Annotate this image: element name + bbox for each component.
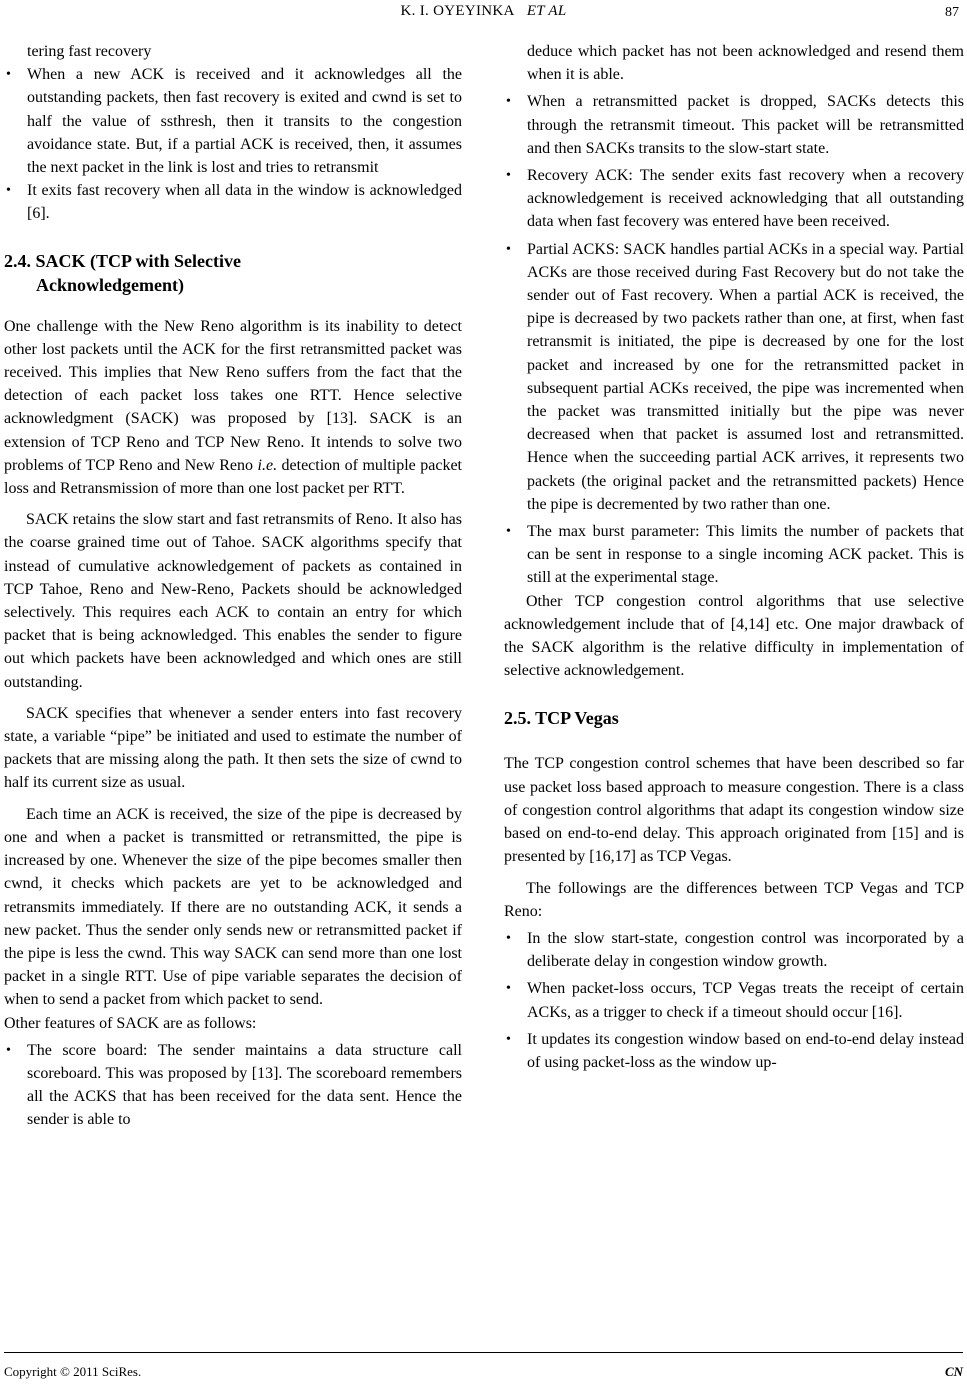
left-column [4,40,462,1132]
journal-abbrev: CN [944,1364,963,1379]
paragraph: Other features of SACK are as follows: [4,1014,257,1032]
paragraph: tering fast recovery [27,43,152,60]
bullet-item: • The max burst parameter: This limits the number of packets that can be sent in response to a single incoming ACK packet. This is still at the experimental stage. [504,520,964,590]
section-heading-line-2: Acknowledgement) [36,274,184,295]
copyright-text: Copyright © 2011 SciRes. [4,1364,142,1379]
paragraph: SACK retains the slow start and fast retransmits of Reno. It also has the coarse grained time out of Tahoe. SACK algorithms specify that instead of cumulative acknowledgement of packets as contained in TCP Tahoe, Reno and New-Reno, Packets should be acknowledged selectively. This requires each ACK to contain an entry for which packet that is being acknowledged. This enables the sender to figure out which packets have been acknowledged and which ones are still outstanding. [4,511,462,691]
paragraph: Each time an ACK is received, the size of the pipe is decreased by one and when a packet is transmitted or retransmitted, the pipe is increased by one. Whenever the size of the pipe becomes smaller then cwnd, it checks which packets are yet to be acknowledged and retransmits immediately. If there are no outstanding ACK, it sends a new packet. Thus the sender only sends new or retransmitted packet if the pipe is less the cwnd. This way SACK can send more than one lost packet in a single RTT. Use of pipe variable separates the decision of when to send a packet from which packet to send. [4,805,462,1009]
paragraph: The TCP congestion control schemes that have been described so far use packet loss based approach to measure congestion. There is a class of congestion control algorithms that adapt its congestion window size based on end-to-end delay. This approach originated from [15] and is presented by [16,17] as TCP Vegas. [504,755,964,866]
bullet-item: • When a new ACK is received and it acknowledges all the outstanding packets, then fast recovery is exited and cwnd is set to half the value of ssthresh, then it transits to the congestion avoidance state. But, if a partial ACK is received, then, it assumes the next packet in the link is lost and tries to retransmit [4,63,462,179]
bullet-item: • The score board: The sender maintains a data structure call scoreboard. This was proposed by [13]. The scoreboard remembers all the ACKS that has been received for the data sent. Hence the sender is able to [4,1039,462,1132]
bullet-item: • When packet-loss occurs, TCP Vegas treats the receipt of certain ACKs, as a trigger to check if a timeout should occur [16]. [504,977,964,1023]
bullet-item: • It exits fast recovery when all data in the window is acknowledged [6]. [4,179,462,225]
bullet-item: • Recovery ACK: The sender exits fast recovery when a recovery acknowledgement is received acknowledging that all outstanding data when fast fecovery was entered have been received. [504,164,964,234]
footer-rule [4,1352,963,1353]
section-heading [4,249,462,297]
header-authors: K. I. OYEYINKA ET AL [400,3,567,19]
paragraph: One challenge with the New Reno algorithm is its inability to detect other lost packets until the ACK for the first retransmitted packet was received. This implies that New Reno suffers from the fact that the detection of each packet loss takes one RTT. Hence selective acknowledgment (SACK) was proposed by [13]. SACK is an extension of TCP Reno and TCP New Reno. It intends to solve two problems of TCP Reno and New Reno i.e. detection of multiple packet loss and Retransmission of more than one lost packet per RTT. [4,317,463,498]
bullet-item: • It updates its congestion window based on end-to-end delay instead of using packet-loss as the window up- [504,1028,964,1074]
paragraph: Other TCP congestion control algorithms that use selective acknowledgement include that of [4,14] etc. One major drawback of the SACK algorithm is the relative difficulty in implementation of selective acknowledgement. [504,592,964,680]
bullet-item: • In the slow start-state, congestion control was incorporated by a deliberate delay in congestion window growth. [504,927,964,973]
running-header [0,3,967,25]
bullet-item: • Partial ACKS: SACK handles partial ACKs in a special way. Partial ACKs are those received during Fast Recovery but do not take the sender out of Fast recovery. When a partial ACK is received, the pipe is decreased by two packets rather than one, at first, when fast retransmit is initiated, the pipe is decreased by one for the lost packet and increased by one for the retransmitted packet in subsequent partial ACKs received, the pipe was incremented when the packet was transmitted initially but the pipe was never decreased when that packet is assumed lost and retransmitted. Hence when the succeeding partial ACK arrives, it represents two packets (the original packet and the retransmitted packets) Hence the pipe is decremented by two rather than one. [504,238,964,516]
page-number: 87 [945,5,959,20]
section-heading-line-1: 2.4. SACK (TCP with Selective [4,250,241,271]
bullet-item: • When a retransmitted packet is dropped, SACKs detects this through the retransmit timeout. This packet will be retransmitted and then SACKs transits to the slow-start state. [504,90,964,160]
page-footer [4,1364,963,1380]
paragraph: SACK specifies that whenever a sender enters into fast recovery state, a variable “pipe” be initiated and used to estimate the number of packets that are missing along the path. It then sets the size of cwnd to half its current size as usual. [4,704,462,792]
right-column [504,40,964,1074]
section-heading: 2.5. TCP Vegas [504,708,619,729]
paragraph: The followings are the differences between TCP Vegas and TCP Reno: [504,879,964,920]
paragraph: deduce which packet has not been acknowledged and resend them when it is able. [527,43,964,84]
